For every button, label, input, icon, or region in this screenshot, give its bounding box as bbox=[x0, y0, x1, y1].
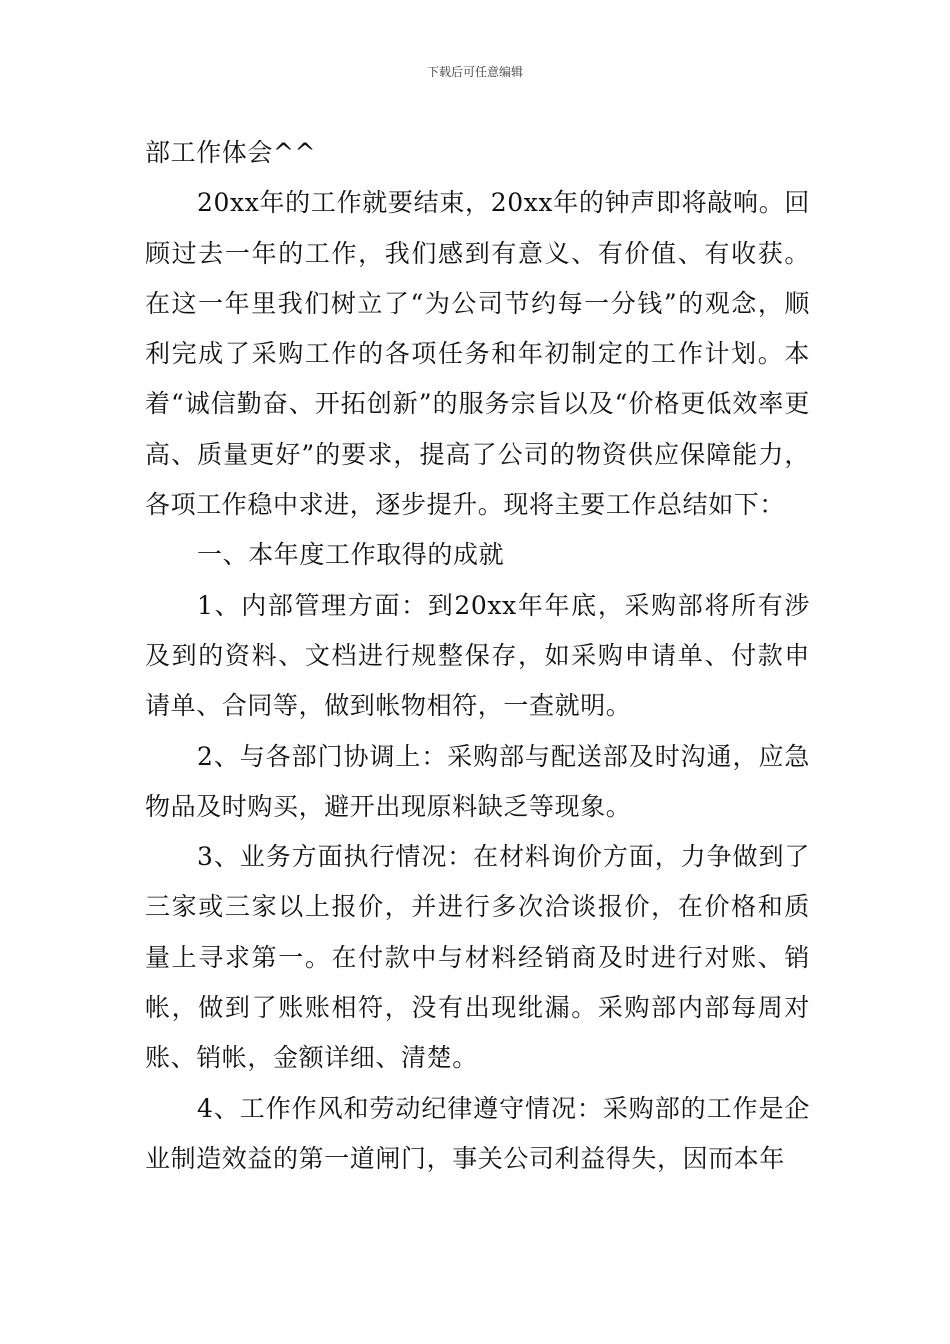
paragraph-business-execution: 3、业务方面执行情况：在材料询价方面，力争做到了三家或三家以上报价，并进行多次洽谈报价，在价格和质量上寻求第一。在付款中与材料经销商及时进行对账、销帐，做到了账账相符，没有出现纰漏。采购部内部每周对账、销帐，金额详细、清楚。 bbox=[145, 842, 810, 1073]
document-title: 部工作体会^^ bbox=[145, 138, 317, 167]
paragraph-department-coordination: 2、与各部门协调上：采购部与配送部及时沟通，应急物品及时购买，避开出现原料缺乏等现象。 bbox=[145, 741, 810, 821]
page-header-note: 下载后可任意编辑 bbox=[426, 65, 523, 79]
paragraph-internal-management: 1、内部管理方面：到20xx年年底，采购部将所有涉及到的资料、文档进行规整保存，如采购申请单、付款申请单、合同等，做到帐物相符，一查就明。 bbox=[145, 590, 810, 721]
document-body bbox=[145, 128, 810, 1184]
paragraph-work-style: 4、工作作风和劳动纪律遵守情况：采购部的工作是企业制造效益的第一道闸门，事关公司利益得失，因而本年 bbox=[145, 1093, 810, 1173]
section-heading-achievements: 一、本年度工作取得的成就 bbox=[197, 540, 505, 570]
paragraph-intro: 20xx年的工作就要结束，20xx年的钟声即将敲响。回顾过去一年的工作，我们感到有意义、有价值、有收获。在这一年里我们树立了“为公司节约每一分钱”的观念，顺利完成了采购工作的各项任务和年初制定的工作计划。本着“诚信勤奋、开拓创新”的服务宗旨以及“价格更低效率更高、质量更好”的要求，提高了公司的物资供应保障能力，各项工作稳中求进，逐步提升。现将主要工作总结如下： bbox=[145, 188, 810, 520]
